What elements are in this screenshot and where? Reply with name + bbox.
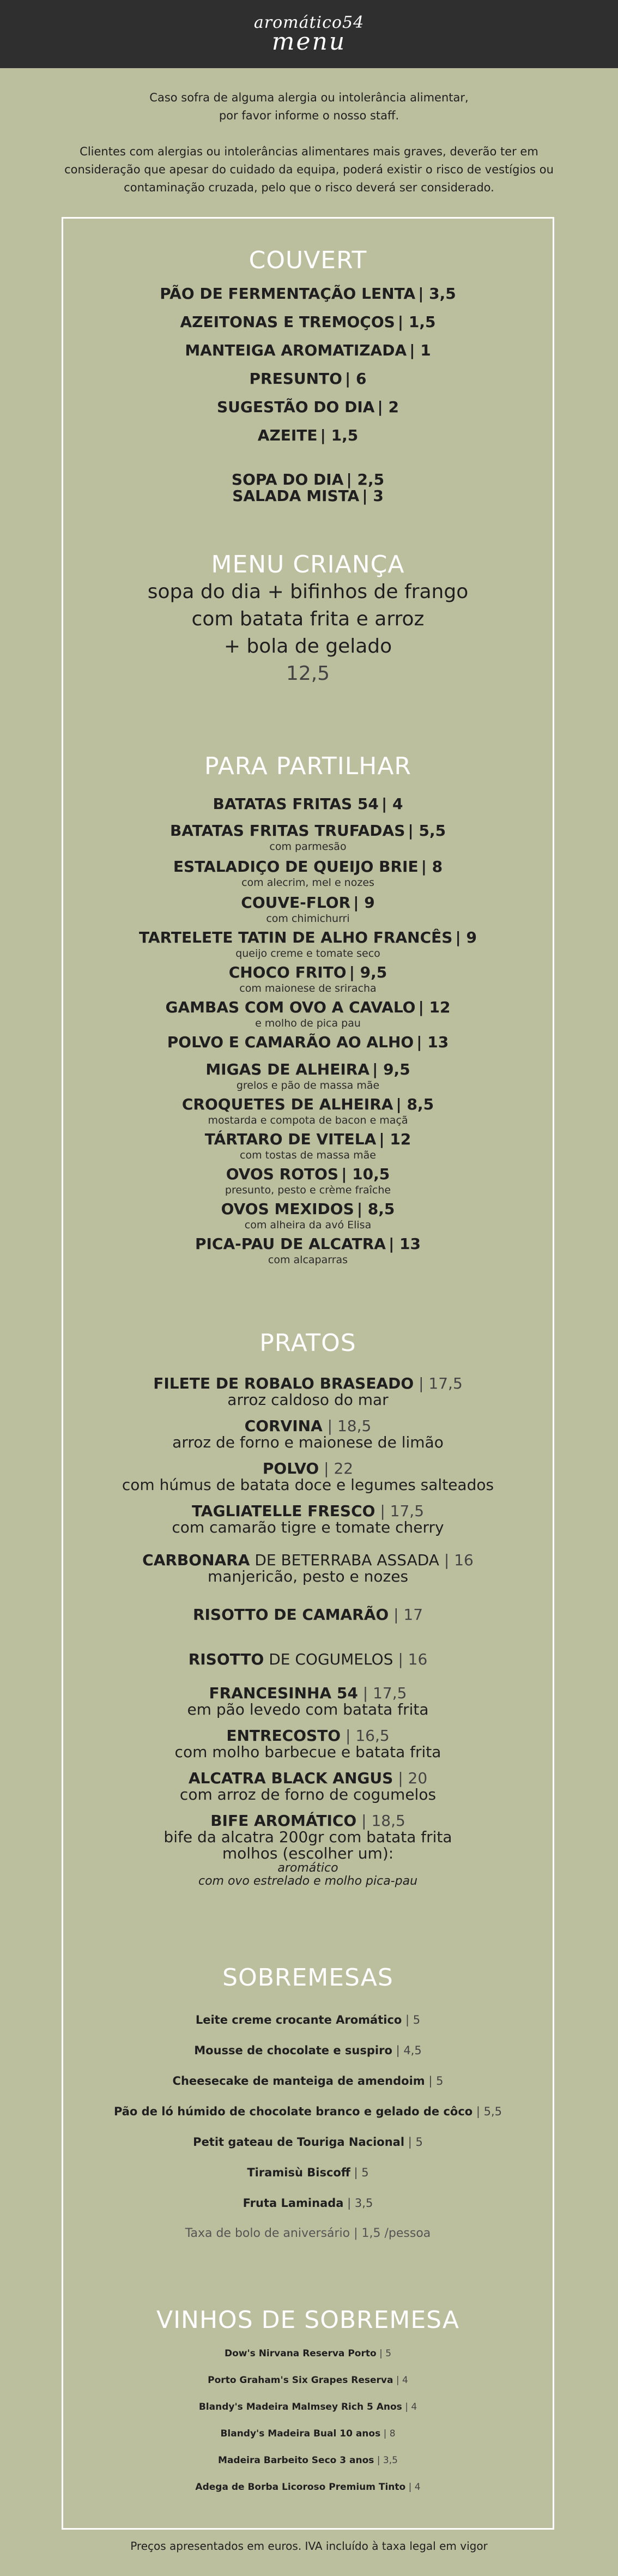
item-sauce-label: molhos (escolher um): [222,1844,394,1862]
menu-logo-word: menu [271,27,347,56]
item-price: | 4 [381,795,403,813]
menu-item [62,2340,554,2367]
item-price: | 16 [444,1551,474,1569]
menu-item [62,2394,554,2421]
item-description: mostarda e compota de bacon e maçã [208,1114,408,1126]
menu-item [62,2157,554,2188]
menu-item [62,1418,554,1461]
item-name-suffix: DE BETERRABA ASSADA [250,1551,439,1569]
menu-item [62,859,554,895]
section-desserts [62,1964,554,2249]
item-description: com parmesão [269,841,347,853]
item-name: Petit gateau de Touriga Nacional [193,2135,405,2149]
item-name: SOPA DO DIA [231,470,344,488]
menu-item [62,488,554,504]
section-title-desserts: SOBREMESAS [222,1964,393,1992]
item-name: Tiramisù Biscoff [247,2166,350,2179]
couvert-list [62,280,554,450]
menu-item [62,1813,554,1888]
item-name: Adega de Borba Licoroso Premium Tinto [195,2482,406,2493]
item-name: RISOTTO [188,1650,264,1668]
item-price: | 8,5 [396,1095,434,1113]
cake-fee: Taxa de bolo de aniversário | 1,5 /pessoa [185,2227,431,2240]
menu-item [62,2096,554,2127]
item-description: com maionese de sriracha [239,982,377,994]
item-price: | 5 [428,2074,444,2088]
item-name: AZEITONAS E TREMOÇOS [180,313,395,331]
menu-item [62,308,554,336]
menu-item [62,2421,554,2447]
item-description: grelos e pão de massa mãe [236,1079,380,1091]
item-price: | 3,5 [347,2197,373,2210]
item-price: | 3,5 [377,2455,398,2466]
menu-item [62,1552,554,1607]
item-price: | 5 [405,2013,421,2026]
item-price: | 17,5 [362,1684,407,1702]
menu-item [62,393,554,421]
menu-item [62,795,554,823]
item-price: | 10,5 [341,1165,390,1183]
menu-item [62,336,554,365]
item-price: | 2,5 [346,470,385,488]
item-price: | 17 [393,1606,423,1624]
item-price: | 12 [379,1130,411,1148]
share-list [62,795,554,1271]
wines-list [62,2340,554,2501]
item-name: CARBONARA [142,1551,250,1569]
menu-item [62,280,554,308]
menu-item [62,823,554,859]
item-sauce-option: com ovo estrelado e molho pica-pau [198,1874,418,1888]
item-price: | 5 [379,2348,392,2359]
item-price: | 9,5 [349,963,387,981]
item-price: | 6 [345,370,367,388]
item-name: POLVO [262,1459,319,1477]
kids-line-2: com batata frita e arroz [191,608,425,630]
item-name: SUGESTÃO DO DIA [216,398,375,416]
menu-item [62,1201,554,1236]
section-title-share: PARA PARTILHAR [204,752,411,780]
item-description: com molho barbecue e batata frita [174,1743,441,1761]
item-price: | 13 [416,1033,449,1051]
item-description: arroz de forno e maionese de limão [172,1433,444,1451]
item-name: Pão de ló húmido de chocolate branco e gelado de côco [113,2105,473,2118]
item-name-suffix: DE COGUMELOS [264,1650,393,1668]
item-description: queijo creme e tomate seco [235,948,380,960]
menu-item [62,1131,554,1166]
item-name: FILETE DE ROBALO BRASEADO [153,1374,414,1392]
menu-item [62,1236,554,1271]
item-price: | 8,5 [356,1200,395,1218]
item-name: ALCATRA BLACK ANGUS [188,1769,393,1787]
menu-item [62,365,554,393]
menu-item [62,2188,554,2218]
item-name: CORVINA [244,1417,323,1435]
section-title-mains: PRATOS [259,1329,356,1357]
menu-item [62,1503,554,1552]
item-name: Mousse de chocolate e suspiro [194,2044,392,2057]
item-sauce-option: aromático [277,1861,338,1875]
item-name: PÃO DE FERMENTAÇÃO LENTA [160,285,416,303]
footer-note: Preços apresentados em euros. IVA incluído à taxa legal em vigor [130,2539,488,2553]
menu-item [62,2447,554,2474]
menu-item [62,1166,554,1201]
allergy-line: Caso sofra de alguma alergia ou intolerância alimentar, por favor informe o nosso staff. [149,91,469,122]
item-description: manjericão, pesto e nozes [207,1567,409,1585]
item-name: Dow's Nirvana Reserva Porto [224,2348,377,2359]
item-name: OVOS ROTOS [226,1165,339,1183]
menu-item [62,472,554,488]
item-name: Fruta Laminada [243,2197,344,2210]
section-share [62,752,554,1271]
mains-list [62,1376,554,1888]
risk-line: Clientes com alergias ou intolerâncias alimentares mais graves, deverão ter em consideração que apesar do cuidado da equipa, poderá existir o risco de vestígios ou contaminação cruzada, pelo que o risco deverá ser considerado. [64,145,554,194]
item-description: bife da alcatra 200gr com batata frita [163,1828,452,1846]
menu-item [62,2066,554,2096]
menu-item [62,2127,554,2157]
menu-item [62,1685,554,1728]
item-name: CROQUETES DE ALHEIRA [181,1095,393,1113]
item-description: e molho de pica pau [255,1017,361,1029]
item-name: PRESUNTO [249,370,342,388]
kids-line-3: + bola de gelado [223,635,392,657]
item-price: | 4,5 [396,2044,422,2057]
item-price: | 2 [377,398,399,416]
item-price: | 17,5 [419,1374,463,1392]
menu-item [62,2474,554,2501]
item-name: Blandy's Madeira Bual 10 anos [220,2428,381,2439]
item-description: com camarão tigre e tomate cherry [172,1518,444,1536]
menu-item [62,964,554,999]
menu-item [62,999,554,1034]
menu-item [62,2005,554,2035]
item-price: | 4 [405,2402,417,2412]
menu-item [62,1376,554,1418]
item-price: | 1,5 [397,313,436,331]
item-name: BATATAS FRITAS 54 [213,795,379,813]
brand-logo: aromático54 [253,13,365,32]
section-title-kids: MENU CRIANÇA [211,551,405,578]
item-name: Blandy's Madeira Malmsey Rich 5 Anos [198,2402,402,2412]
header-bar [0,0,618,68]
item-price: | 8 [421,858,443,876]
menu-item [62,1096,554,1131]
item-price: | 16 [398,1650,428,1668]
section-dessert-wines [62,2306,554,2501]
item-description: presunto, pesto e crème fraîche [225,1184,391,1196]
item-name: Porto Graham's Six Grapes Reserva [208,2375,393,2386]
menu-item [62,1770,554,1813]
item-price: | 13 [389,1235,421,1253]
section-mains [62,1329,554,1888]
item-name: GAMBAS COM OVO A CAVALO [165,998,416,1016]
item-name: RISOTTO DE CAMARÃO [192,1606,389,1624]
item-description: em pão levedo com batata frita [187,1700,429,1718]
allergy-notice [0,89,618,197]
menu-item [62,1461,554,1503]
item-name: OVOS MEXIDOS [221,1200,354,1218]
item-price: | 17,5 [380,1502,425,1520]
item-name: TARTELETE TATIN DE ALHO FRANCÊS [139,928,453,946]
item-name: TAGLIATELLE FRESCO [191,1502,375,1520]
desserts-list [62,2005,554,2249]
item-name: COUVE-FLOR [241,894,351,912]
item-description: com chimichurri [266,913,350,925]
item-price: | 20 [398,1769,428,1787]
menu-item [62,1728,554,1770]
item-name: ENTRECOSTO [226,1727,341,1745]
item-description: com tostas de massa mãe [240,1149,376,1161]
menu-item [62,2367,554,2394]
item-name: AZEITE [257,426,318,444]
item-name: BIFE AROMÁTICO [210,1812,357,1830]
item-name: MIGAS DE ALHEIRA [205,1060,369,1078]
item-price: | 4 [396,2375,408,2386]
item-price: | 9 [455,928,477,946]
menu-item [62,895,554,930]
item-description: com arroz de forno de cogumelos [179,1785,437,1803]
item-name: BATATAS FRITAS TRUFADAS [169,822,405,840]
item-description: com alheira da avó Elisa [244,1219,372,1231]
item-price: | 18,5 [327,1417,372,1435]
menu-item [62,1034,554,1061]
item-price: | 4 [408,2482,421,2493]
item-price: | 9,5 [372,1060,410,1078]
item-price: | 1 [409,341,431,359]
item-description: com alcaparras [268,1254,348,1266]
kids-line-1: sopa do dia + bifinhos de frango [147,581,469,603]
menu-item [62,1061,554,1096]
item-price: | 8 [383,2428,396,2439]
section-kids-menu [62,551,554,687]
item-price: | 3 [362,487,384,505]
item-price: | 5,5 [476,2105,502,2118]
item-name: Madeira Barbeito Seco 3 anos [218,2455,374,2466]
item-name: POLVO E CAMARÃO AO ALHO [167,1033,414,1051]
item-name: PICA-PAU DE ALCATRA [195,1235,386,1253]
item-name: FRANCESINHA 54 [209,1684,358,1702]
item-price: | 9 [353,894,375,912]
item-name: MANTEIGA AROMATIZADA [185,341,407,359]
item-price: | 18,5 [361,1812,405,1830]
couvert-extras [62,472,554,504]
item-name: SALADA MISTA [232,487,360,505]
section-title-wines: VINHOS DE SOBREMESA [156,2306,460,2334]
item-price: | 1,5 [320,426,359,444]
item-price: | 5 [354,2166,369,2179]
menu-item [62,421,554,450]
section-couvert [62,246,554,504]
item-name: ESTALADIÇO DE QUEIJO BRIE [173,858,419,876]
item-name: TÁRTARO DE VITELA [204,1130,377,1148]
item-name: CHOCO FRITO [228,963,347,981]
item-price: | 5 [408,2135,423,2149]
item-price: | 22 [324,1459,354,1477]
menu-item [62,930,554,964]
kids-price: 12,5 [286,662,330,685]
item-price: | 5,5 [408,822,446,840]
item-price: | 12 [418,998,451,1016]
item-name: Leite creme crocante Aromático [195,2013,402,2026]
menu-item [62,1651,554,1685]
item-price: | 16,5 [346,1727,390,1745]
item-description: arroz caldoso do mar [227,1391,389,1409]
item-description: com alecrim, mel e nozes [241,877,374,889]
menu-item [62,1607,554,1651]
menu-item [62,2035,554,2066]
item-description: com húmus de batata doce e legumes salteados [122,1476,494,1494]
section-title-couvert: COUVERT [249,246,367,274]
item-price: | 3,5 [418,285,456,303]
item-name: Cheesecake de manteiga de amendoim [172,2074,425,2088]
